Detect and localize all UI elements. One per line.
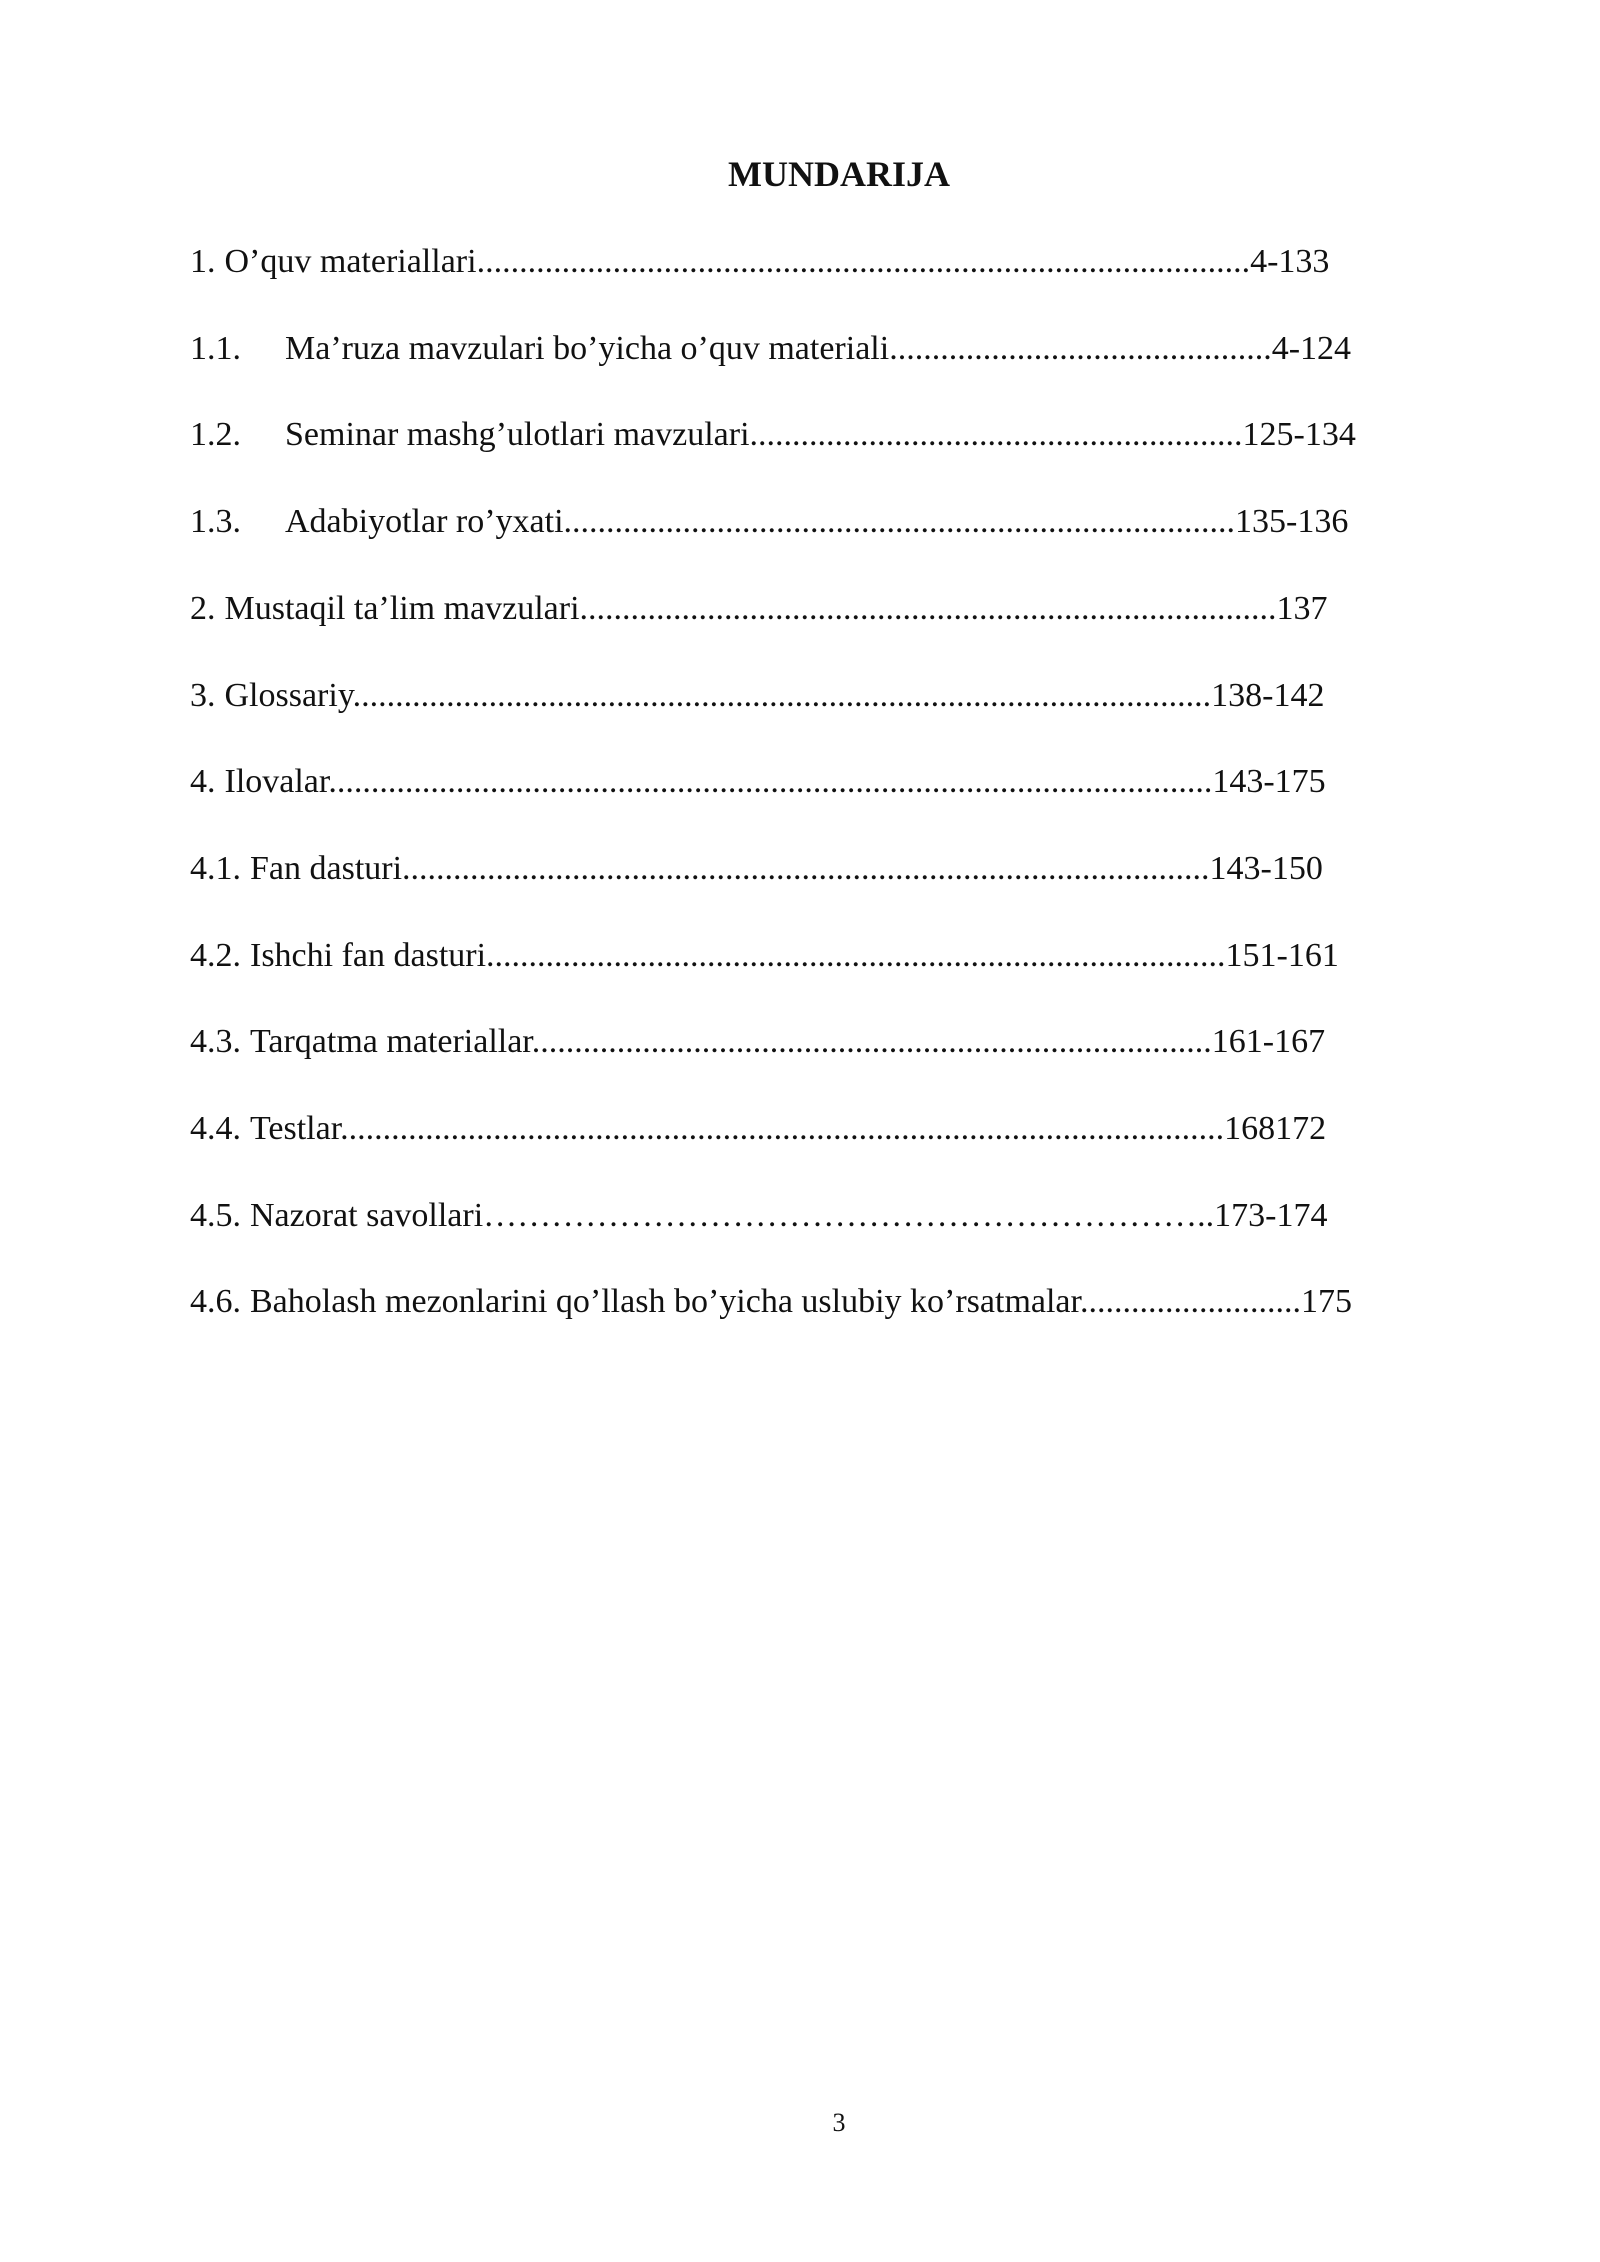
toc-entry-pages: 143-175 xyxy=(1212,763,1326,800)
toc-entry-pages: 125-134 xyxy=(1242,416,1356,453)
toc-entry-title: Seminar mashg’ulotlari mavzulari xyxy=(285,416,750,453)
toc-entry-title: Adabiyotlar ro’yxati xyxy=(285,503,564,540)
toc-entry-leader: ........................................................................................... xyxy=(476,243,1251,280)
toc-entry-pages: 173-174 xyxy=(1214,1197,1328,1234)
toc-entry-pages: 138-142 xyxy=(1211,677,1325,714)
toc-entry-pages: 135-136 xyxy=(1235,503,1349,540)
toc-entry-number: 4.5. xyxy=(190,1197,241,1234)
toc-entry-pages: 151-161 xyxy=(1225,937,1339,974)
toc-entry-title: Nazorat savollari xyxy=(250,1197,484,1234)
toc-entry-pages: 4-124 xyxy=(1271,330,1352,367)
toc-entry-number: 1.3. xyxy=(190,503,241,540)
toc-entry-title: Tarqatma materiallar xyxy=(250,1023,532,1060)
toc-entry xyxy=(190,329,1351,369)
toc-entry xyxy=(190,676,1324,716)
toc-entry-leader: ……………………………………………………….. xyxy=(483,1197,1215,1234)
toc-entry-title: Glossariy xyxy=(224,677,353,714)
toc-entry-title: Ishchi fan dasturi xyxy=(250,937,487,974)
toc-entry xyxy=(190,762,1326,802)
toc-entry-number: 4.1. xyxy=(190,850,241,887)
toc-entry-pages: 175 xyxy=(1300,1283,1352,1320)
toc-entry-number: 4. xyxy=(190,763,216,800)
toc-entry xyxy=(190,589,1328,629)
toc-entry-leader: ................................................................................ xyxy=(531,1023,1212,1060)
toc-entry-number: 4.4. xyxy=(190,1110,241,1147)
page-title: MUNDARIJA xyxy=(728,154,950,194)
toc-entry-leader: ..................................................................................................... xyxy=(352,677,1212,714)
toc-entry xyxy=(190,415,1356,455)
toc-entry-leader: ............................................................................... xyxy=(563,503,1236,540)
toc-entry-number: 3. xyxy=(190,677,216,714)
toc-entry-pages: 168172 xyxy=(1224,1110,1327,1147)
toc-entry-number: 1. xyxy=(190,243,216,280)
toc-entry-leader: ........................................................................................................ xyxy=(340,1110,1225,1147)
toc-entry-title: Mustaqil ta’lim mavzulari xyxy=(224,590,580,627)
toc-entry-number: 4.3. xyxy=(190,1023,241,1060)
page-number: 3 xyxy=(832,2108,846,2137)
toc-entry-leader: ............................................. xyxy=(889,330,1272,367)
toc-entry-title: O’quv materiallari xyxy=(224,243,477,280)
toc-entry-leader: ........................................................................................................ xyxy=(328,763,1213,800)
toc-entry xyxy=(190,1196,1328,1236)
toc-entry-number: 2. xyxy=(190,590,216,627)
toc-entry-leader: ....................................................................................... xyxy=(486,937,1226,974)
toc-entry-leader: .......................................................... xyxy=(749,416,1243,453)
toc-entry xyxy=(190,242,1329,282)
toc-entry xyxy=(190,1282,1352,1322)
toc-entry-pages: 137 xyxy=(1276,590,1328,627)
toc-entry-number: 1.1. xyxy=(190,330,241,367)
toc-entry-pages: 161-167 xyxy=(1211,1023,1326,1060)
toc-entry xyxy=(190,502,1348,542)
toc-entry-leader: .................................................................................. xyxy=(579,590,1277,627)
toc-entry-title: Testlar xyxy=(250,1110,341,1147)
toc-entry-leader: .......................... xyxy=(1079,1283,1301,1320)
toc-entry-title: Fan dasturi xyxy=(250,850,403,887)
toc-entry-title: Ilovalar xyxy=(224,763,329,800)
toc-entry-number: 4.2. xyxy=(190,937,241,974)
toc-entry-number: 4.6. xyxy=(190,1283,241,1320)
toc-entry-pages: 143-150 xyxy=(1209,850,1323,887)
toc-entry xyxy=(190,936,1339,976)
toc-entry xyxy=(190,849,1323,889)
toc-entry-leader: ............................................................................................... xyxy=(402,850,1210,887)
toc-entry-pages: 4-133 xyxy=(1250,243,1330,280)
toc-entry-title: Ma’ruza mavzulari bo’yicha o’quv materiali xyxy=(285,330,890,367)
toc-entry xyxy=(190,1022,1325,1062)
toc-entry-number: 1.2. xyxy=(190,416,241,453)
toc-entry-title: Baholash mezonlarini qo’llash bo’yicha uslubiy ko’rsatmalar xyxy=(250,1283,1080,1320)
toc-entry xyxy=(190,1109,1326,1149)
